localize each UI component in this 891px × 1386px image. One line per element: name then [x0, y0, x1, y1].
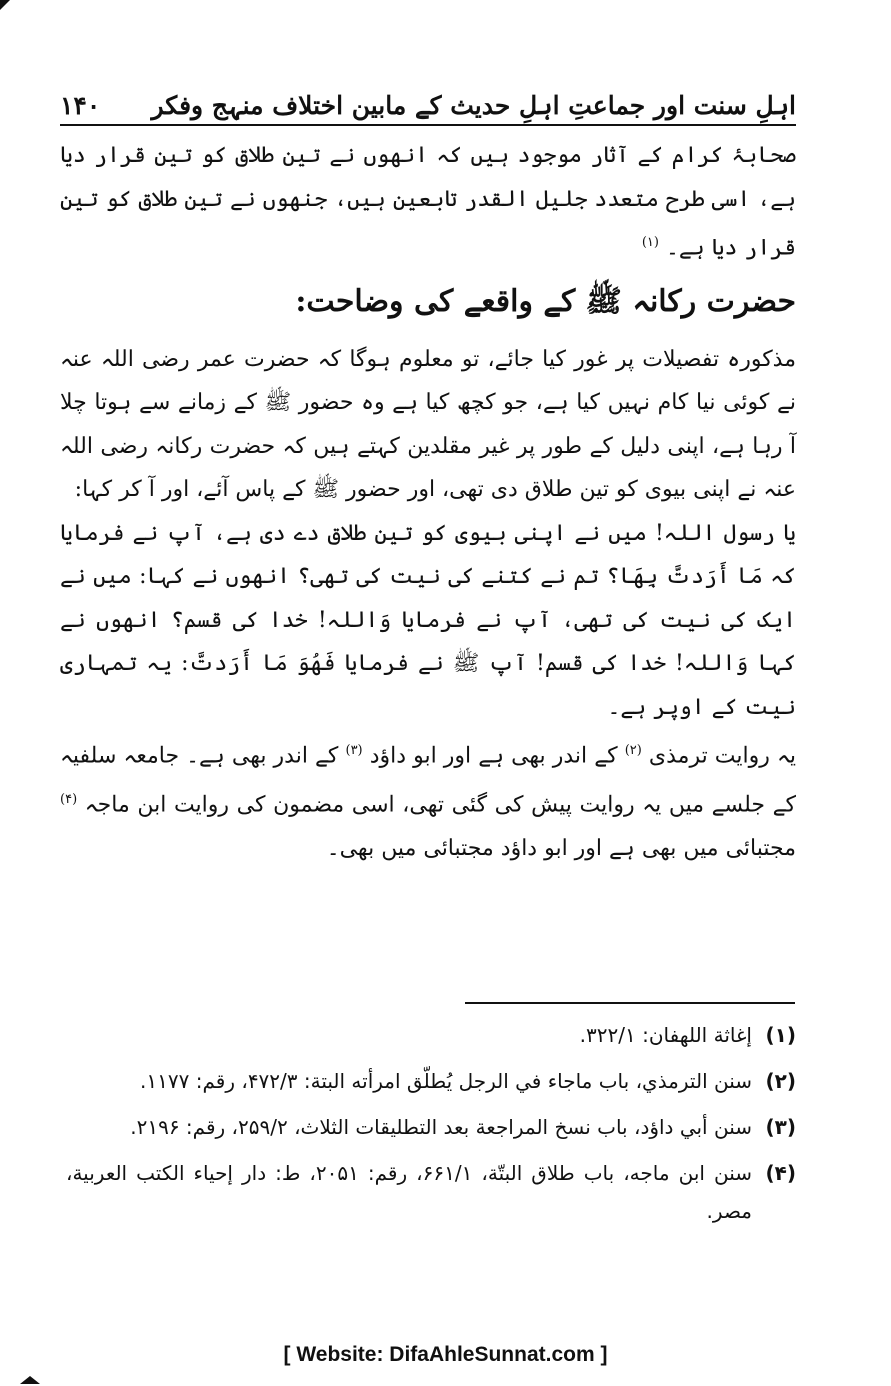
- footnotes: [66, 1016, 796, 1238]
- footnote-number: (۱): [765, 1023, 796, 1047]
- footnote-item: [66, 1154, 796, 1230]
- footnote-item: [66, 1016, 796, 1054]
- paragraph-1-text: صحابۂ کرام کے آثار موجود ہیں کہ انھوں نے تین طلاق کو تین قرار دیا ہے، اسی طرح متعدد جلیل القدر تابعین ہیں، جنھوں نے تین طلاق کو تین قرار دیا ہے۔: [60, 143, 796, 261]
- footnote-number: (۴): [765, 1161, 796, 1185]
- header-title: اہلِ سنت اور جماعتِ اہلِ حدیث کے مابین اختلاف منہج وفکر: [151, 91, 796, 120]
- body-text: [60, 134, 796, 870]
- paragraph-4: [60, 729, 796, 870]
- paragraph-1: [60, 134, 796, 270]
- corner-mark: [0, 0, 10, 10]
- footnote-item: [66, 1108, 796, 1146]
- page-content: [60, 78, 796, 870]
- section-heading: حضرت رکانہ ﷺ کے واقعے کی وضاحت:: [295, 283, 796, 319]
- paragraph-2: مذکورہ تفصیلات پر غور کیا جائے، تو معلوم ہوگا کہ حضرت عمر رضی اللہ عنہ نے کوئی نیا کام نہیں کیا ہے، جو کچھ کیا ہے وہ حضور ﷺ کے زمانے سے ہوتا چلا آ رہا ہے، اپنی دلیل کے طور پر غیر مقلدین کہتے ہیں کہ حضرت رکانہ رضی اللہ عنہ نے اپنی بیوی کو تین طلاق دی تھی، اور حضور ﷺ کے پاس آئے، اور آ کر کہا:: [60, 346, 796, 503]
- website-footer: [ Website: DifaAhleSunnat.com ]: [283, 1343, 608, 1366]
- footnote-item: [66, 1062, 796, 1100]
- footnote-text: سنن ابن ماجه، باب طلاق البتّة، ۶۶۱/۱، رقم: ۲۰۵۱، ط: دار إحياء الكتب العربية، مصر.: [66, 1161, 752, 1223]
- paragraph-4-part-c: کے اندر بھی ہے۔ جامعہ سلفیہ کے جلسے میں یہ روایت پیش کی گئی تھی، اسی مضمون کی روایت ابن ماجہ: [60, 743, 796, 818]
- paragraph-4-part-a: یہ روایت ترمذی: [648, 743, 796, 769]
- paragraph-4-part-d: مجتبائی میں بھی ہے اور ابو داؤد مجتبائی میں بھی۔: [326, 835, 796, 861]
- footnote-ref-4: (۴): [60, 792, 78, 808]
- page-number: ۱۴۰: [60, 91, 101, 120]
- footnote-divider: [465, 1002, 795, 1004]
- footnote-ref-2: (۲): [624, 743, 642, 759]
- paragraph-3: یا رسول اللہ! میں نے اپنی بیوی کو تین طلاق دے دی ہے، آپ نے فرمایا کہ مَا أَرَدتَّ بِهَا؟ تم نے کتنے کی نیت کی تھی؟ انھوں نے کہا: میں نے ایک کی نیت کی تھی، آپ نے فرمایا وَاللہ! خدا کی قسم؟ انھوں نے کہا وَاللہ! خدا کی قسم! آپ ﷺ نے فرمایا فَھُوَ مَا أَرَدتَّ: یہ تمہاری نیت کے اوپر ہے۔: [60, 520, 796, 720]
- footnote-text: سنن أبي داؤد، باب نسخ المراجعة بعد التطليقات الثلاث، ۲۵۹/۲، رقم: ۲۱۹۶.: [130, 1115, 752, 1139]
- footnote-text: سنن الترمذي، باب ماجاء في الرجل يُطلّق امرأته البتة: ۴۷۲/۳، رقم: ۱۱۷۷.: [140, 1069, 752, 1093]
- footnote-ref-1: (۱): [641, 235, 659, 250]
- footnote-number: (۲): [765, 1069, 796, 1093]
- paragraph-4-part-b: کے اندر بھی ہے اور ابو داؤد: [369, 743, 618, 769]
- corner-mark: [20, 1376, 40, 1384]
- footnote-ref-3: (۳): [345, 743, 363, 759]
- footnote-number: (۳): [765, 1115, 796, 1139]
- footnote-text: إغاثة اللهفان: ۳۲۲/۱.: [579, 1023, 752, 1047]
- running-header: [60, 78, 796, 126]
